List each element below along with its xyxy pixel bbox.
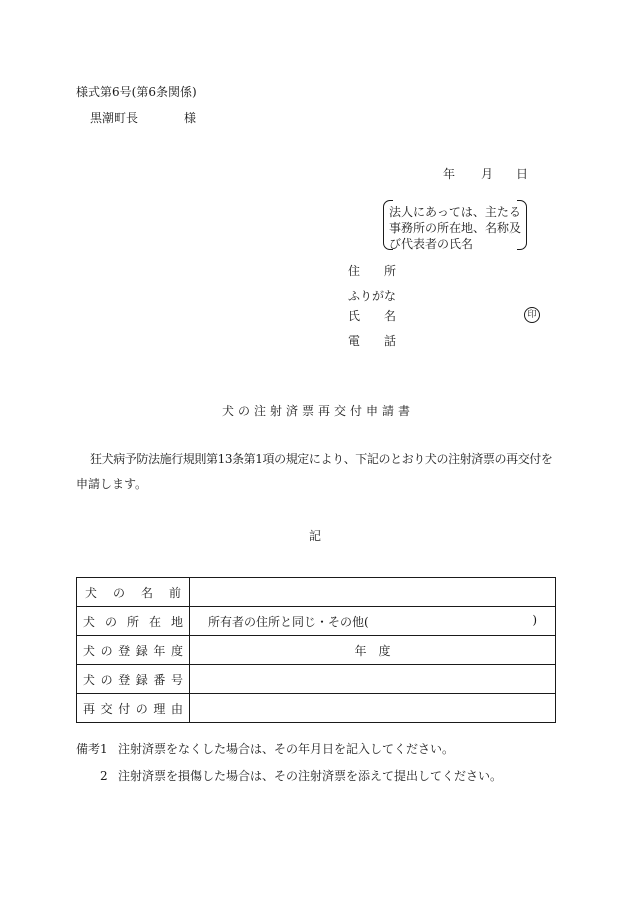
- name-label: 氏 名: [348, 309, 396, 323]
- registration-year-field[interactable]: [190, 636, 556, 665]
- registration-table: [76, 577, 556, 723]
- note-2: 注射済票を損傷した場合は、その注射済票を添えて提出してください。: [118, 769, 503, 783]
- ki-heading: 記: [309, 529, 322, 543]
- table-row: [77, 607, 556, 636]
- table-row: [77, 694, 556, 723]
- row-label-registration-number: 犬 の 登 録 番 号: [77, 665, 190, 694]
- corporate-note-line: 法人にあっては、主たる: [389, 205, 521, 219]
- row-label-registration-year: 犬 の 登 録 年 度: [77, 636, 190, 665]
- table-row: [77, 665, 556, 694]
- corporate-note-line: び代表者の氏名: [389, 237, 474, 251]
- dog-location-close-paren: ): [532, 612, 537, 627]
- dog-location-field[interactable]: [190, 607, 556, 636]
- corporate-note: [389, 204, 521, 252]
- note-2-number: 2: [100, 769, 108, 783]
- corporate-note-line: 事務所の所在地、名称及: [389, 221, 522, 235]
- date-day-label: 日: [516, 167, 529, 181]
- note-1: 注射済票をなくした場合は、その年月日を記入してください。: [118, 742, 455, 756]
- row-label-dog-name: 犬 の 名 前: [77, 578, 190, 607]
- date-year-label: 年: [443, 167, 456, 181]
- addressee: 黒潮町長: [90, 111, 139, 125]
- honorific: 様: [184, 111, 197, 125]
- document-title: 犬の注射済票再交付申請書: [222, 404, 415, 418]
- date-month-label: 月: [481, 167, 494, 181]
- row-label-reissue-reason: 再 交 付 の 理 由: [77, 694, 190, 723]
- body-line-1: 狂犬病予防法施行規則第13条第1項の規定により、下記のとおり犬の注射済票の再交付を: [90, 452, 553, 466]
- registration-year-unit: 年 度: [354, 643, 391, 658]
- phone-label: 電 話: [348, 334, 396, 348]
- notes-prefix: 備考1: [76, 742, 108, 756]
- reissue-reason-field[interactable]: [190, 694, 556, 723]
- form-number: 様式第6号(第6条関係): [76, 85, 197, 99]
- body-line-2: 申請します。: [76, 477, 148, 491]
- dog-name-field[interactable]: [190, 578, 556, 607]
- address-label: 住 所: [348, 264, 396, 278]
- dog-location-options: 所有者の住所と同じ・その他(: [208, 614, 369, 629]
- bracket-mask-top: [393, 198, 517, 202]
- row-label-dog-location: 犬 の 所 在 地: [77, 607, 190, 636]
- table-row: [77, 636, 556, 665]
- registration-number-field[interactable]: [190, 665, 556, 694]
- furigana-label: ふりがな: [348, 289, 397, 303]
- seal-mark: 印: [524, 307, 540, 323]
- table-row: [77, 578, 556, 607]
